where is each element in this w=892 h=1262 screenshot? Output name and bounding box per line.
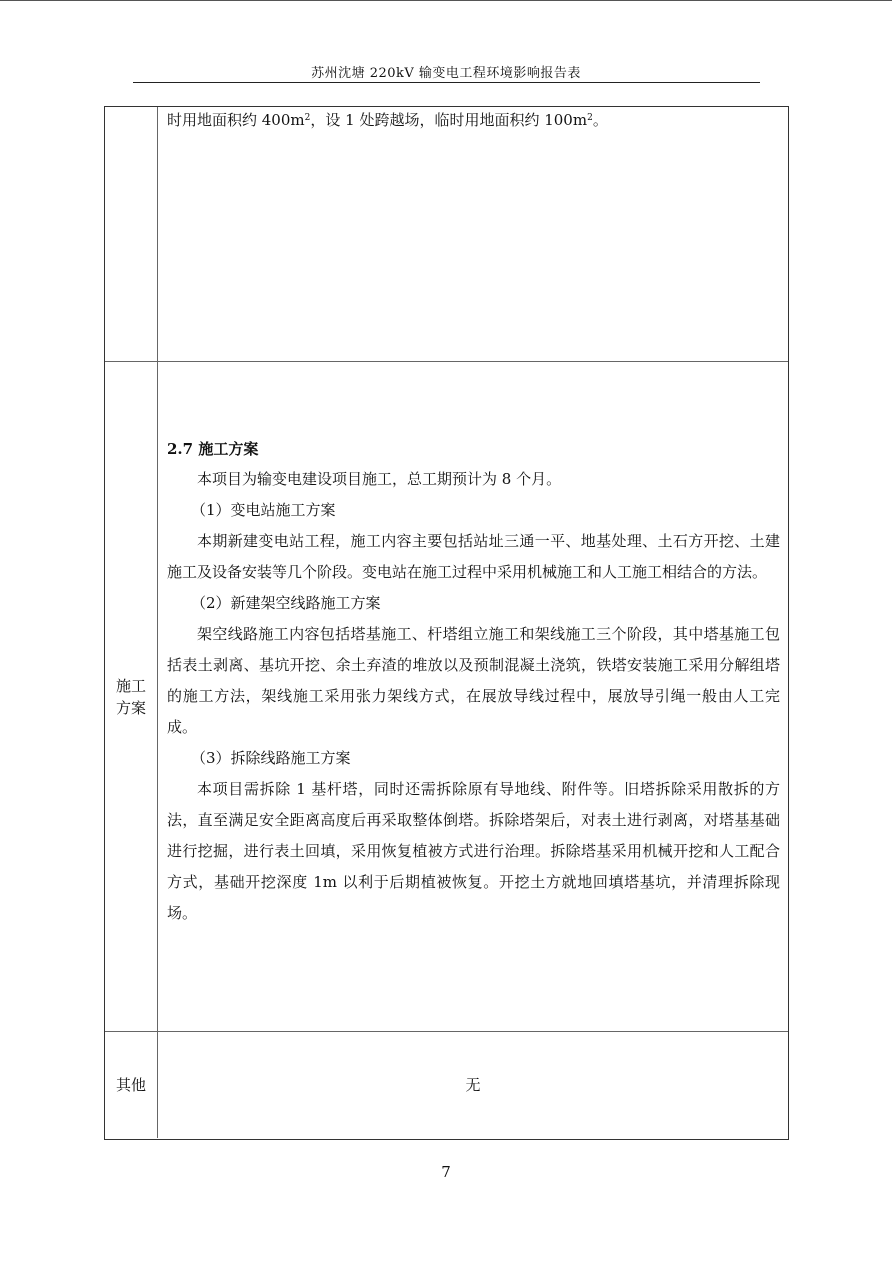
page-top-border xyxy=(0,0,892,1)
header-rule xyxy=(133,82,760,83)
row-label-cell xyxy=(105,1032,158,1138)
other-content: 无 xyxy=(465,1075,481,1094)
row-label-cell xyxy=(105,107,158,361)
row-content-cell xyxy=(158,107,788,361)
subsection-3-body: 本项目需拆除 1 基杆塔，同时还需拆除原有导地线、附件等。旧塔拆除采用散拆的方法，直至满足安全距离高度后再采取整体倒塔。拆除塔架后，对表土进行剥离，对塔基基础进行挖掘，进行表土回填，采用恢复植被方式进行治理。拆除塔基采用机械开挖和人工配合方式，基础开挖深度 1m 以利于后期植被恢复。开挖土方就地回填塔基坑，并清理拆除现场。 xyxy=(167,780,780,922)
report-table xyxy=(104,106,789,1140)
row-content-cell xyxy=(158,362,788,1031)
subsection-1-body: 本期新建变电站工程，施工内容主要包括站址三通一平、地基处理、土石方开挖、土建施工及设备安装等几个阶段。变电站在施工过程中采用机械施工和人工施工相结合的方法。 xyxy=(167,532,780,581)
page-number: 7 xyxy=(441,1163,451,1181)
continued-text: 时用地面积约 $400m^2$，设 1 处跨越场，临时用地面积约 $100m^2$。 xyxy=(167,111,608,129)
section-intro: 本项目为输变电建设项目施工，总工期预计为 8 个月。 xyxy=(197,470,562,488)
row-label-other: 其他 xyxy=(115,1076,146,1094)
report-header-title: 苏州沈塘 220kV 输变电工程环境影响报告表 xyxy=(311,66,581,81)
row-label-construction-plan: 施工 方案 xyxy=(115,676,146,717)
row-label-cell xyxy=(105,362,158,1031)
table-row-other xyxy=(105,1032,788,1138)
subsection-3-title: （3）拆除线路施工方案 xyxy=(191,749,351,767)
subsection-1-title: （1）变电站施工方案 xyxy=(191,501,336,519)
section-title: 2.7 施工方案 xyxy=(167,440,259,458)
table-row-construction-plan xyxy=(105,362,788,1032)
subsection-2-title: （2）新建架空线路施工方案 xyxy=(191,594,381,612)
row-content-cell xyxy=(158,1032,788,1138)
table-row-continued xyxy=(105,107,788,362)
subsection-2-body: 架空线路施工内容包括塔基施工、杆塔组立施工和架线施工三个阶段，其中塔基施工包括表土剥离、基坑开挖、余土弃渣的堆放以及预制混凝土浇筑，铁塔安装施工采用分解组塔的施工方法，架线施工采用张力架线方式，在展放导线过程中，展放导引绳一般由人工完成。 xyxy=(167,625,780,736)
